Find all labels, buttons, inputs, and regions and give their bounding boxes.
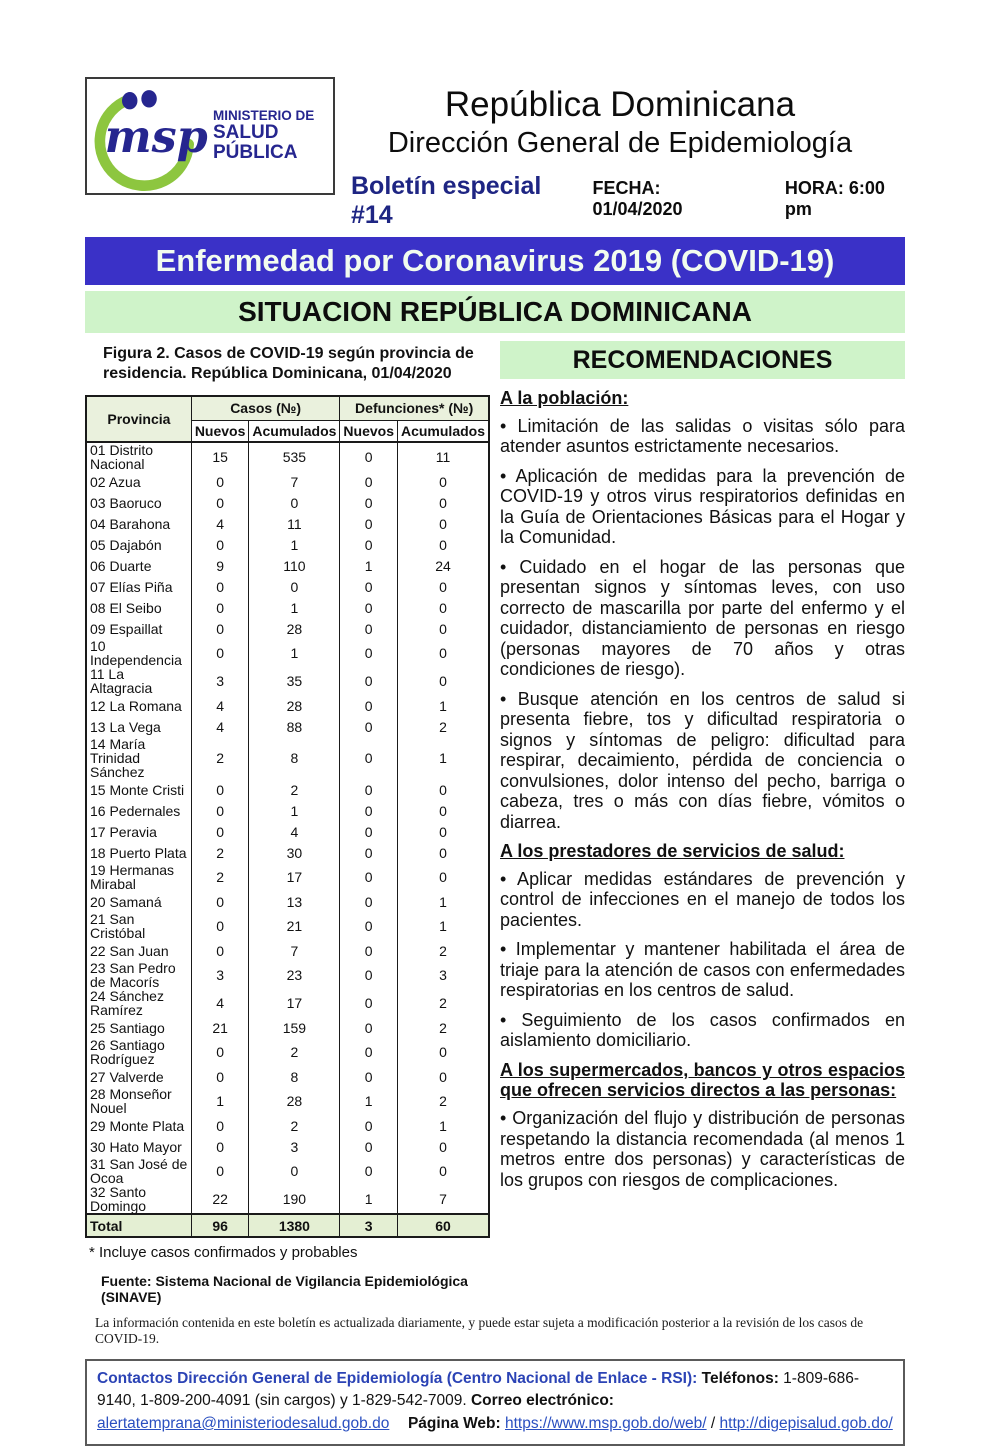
count-value: 0 [340, 821, 398, 842]
count-value: 0 [340, 639, 398, 667]
count-value: 0 [191, 1038, 249, 1066]
recommendation-bullet: • Cuidado en el hogar de las personas que presentan signos y síntomas leves, con uso correcto de mascarilla por parte del enfermo y el cuidador, distanciamiento de personas en riesgo (personas mayores de 70 años y otras condiciones de riesgo). [500, 556, 905, 680]
count-value: 0 [249, 1157, 340, 1185]
recommendation-bullet: • Implementar y mantener habilitada el área de triaje para la atención de casos con enfermedades respiratorias en los centros de salud. [500, 939, 905, 1001]
table-total-row [86, 1214, 489, 1237]
table-source: Fuente: Sistema Nacional de Vigilancia Epidemiológica (SINAVE) [101, 1273, 468, 1305]
web-label: Página Web: [407, 1414, 501, 1432]
col-header-defunciones-acumulados: Acumulados [397, 420, 489, 442]
count-value: 7 [439, 1191, 447, 1207]
count-value: 0 [340, 716, 398, 737]
province-name: 09 Espaillat [86, 618, 191, 639]
bulletin-number: Boletín especial #14 [351, 172, 542, 229]
col-header-casos-acumulados: Acumulados [249, 420, 340, 442]
count-value: 0 [439, 802, 447, 819]
count-value: 1 [191, 1087, 249, 1115]
count-value: 8 [249, 737, 340, 779]
total-cases-accumulated: 1380 [249, 1214, 340, 1237]
link-separator: / [710, 1414, 716, 1432]
count-value: 0 [340, 737, 398, 779]
province-name: 12 La Romana [86, 695, 191, 716]
col-header-provincia: Provincia [86, 396, 191, 442]
count-value: 0 [340, 576, 398, 597]
count-value: 11 [249, 513, 340, 534]
count-value: 2 [249, 1038, 340, 1066]
count-value: 0 [191, 639, 249, 667]
count-value: 0 [439, 515, 447, 532]
phones-label: Teléfonos: [701, 1370, 779, 1387]
table-row [86, 821, 489, 842]
count-value: 2 [439, 718, 447, 735]
contacts-box [85, 1359, 905, 1446]
count-value: 0 [191, 534, 249, 555]
count-value: 3 [191, 667, 249, 695]
count-value: 21 [191, 1017, 249, 1038]
col-group-casos: Casos (№) [191, 396, 340, 420]
province-name: 23 San Pedro de Macorís [86, 961, 191, 989]
recommendation-heading: A los prestadores de servicios de salud: [500, 841, 845, 862]
count-value: 0 [340, 695, 398, 716]
figure-caption: Figura 2. Casos de COVID-19 según provincia de residencia. República Dominicana, 01/04/2020 [103, 345, 474, 382]
count-value: 0 [439, 673, 447, 689]
count-value: 2 [249, 779, 340, 800]
count-value: 0 [340, 1157, 398, 1185]
province-name: 15 Monte Cristi [86, 779, 191, 800]
count-value: 0 [340, 1066, 398, 1087]
table-row [86, 1115, 489, 1136]
count-value: 15 [191, 442, 249, 471]
count-value: 13 [249, 891, 340, 912]
count-value: 30 [249, 842, 340, 863]
total-label: Total [86, 1214, 191, 1237]
time-label: HORA: 6:00 pm [784, 178, 885, 219]
province-table-body [86, 442, 489, 1214]
table-row [86, 513, 489, 534]
recommendation-heading: A la población: [500, 388, 629, 408]
count-value: 0 [340, 442, 398, 471]
table-row [86, 471, 489, 492]
count-value: 0 [191, 492, 249, 513]
count-value: 0 [340, 534, 398, 555]
province-name: 20 Samaná [86, 891, 191, 912]
count-value: 0 [340, 891, 398, 912]
province-name: 06 Duarte [86, 555, 191, 576]
province-name: 13 La Vega [86, 716, 191, 737]
count-value: 1 [249, 639, 340, 667]
count-value: 88 [249, 716, 340, 737]
count-value: 17 [249, 989, 340, 1017]
count-value: 0 [439, 1068, 447, 1085]
count-value: 0 [191, 597, 249, 618]
count-value: 0 [340, 492, 398, 513]
count-value: 0 [191, 1157, 249, 1185]
count-value: 0 [340, 1136, 398, 1157]
count-value: 1 [249, 800, 340, 821]
count-value: 1 [340, 1185, 398, 1214]
count-value: 1 [340, 1087, 398, 1115]
province-name: 19 Hermanas Mirabal [86, 863, 191, 891]
date-label: FECHA: 01/04/2020 [592, 178, 683, 219]
province-name: 29 Monte Plata [86, 1115, 191, 1136]
table-row [86, 1185, 489, 1214]
svg-text:msp: msp [104, 110, 208, 163]
table-row [86, 1017, 489, 1038]
count-value: 0 [191, 940, 249, 961]
count-value: 0 [439, 781, 447, 798]
main-title-banner [85, 237, 905, 285]
count-value: 535 [249, 442, 340, 471]
count-value: 159 [249, 1017, 340, 1038]
count-value: 1 [439, 697, 447, 714]
province-name: 22 San Juan [86, 940, 191, 961]
table-row [86, 891, 489, 912]
recommendation-bullet: • Limitación de las salidas o visitas sólo para atender asuntos estrictamente necesarios. [500, 415, 905, 457]
count-value: 4 [249, 821, 340, 842]
count-value: 22 [191, 1185, 249, 1214]
count-value: 11 [435, 449, 451, 465]
recommendation-bullet: • Aplicación de medidas para la prevención de COVID-19 y otros virus respiratorios definidas en la Guía de Orientaciones Básicas para el Hogar y la Comunidad. [500, 465, 905, 548]
situation-banner [85, 291, 905, 333]
table-row [86, 618, 489, 639]
count-value: 110 [249, 555, 340, 576]
count-value: 2 [191, 842, 249, 863]
email-label: Correo electrónico: [470, 1392, 614, 1410]
count-value: 28 [249, 1087, 340, 1115]
province-name: 21 San Cristóbal [86, 912, 191, 940]
count-value: 9 [191, 555, 249, 576]
recommendation-bullet: • Busque atención en los centros de salud si presenta fiebre, tos y dificultad respiratoria o signos y síntomas de peligro: dificultad para respirar, decaimiento, pérdida de conciencia o convulsiones, dolor intenso del pecho, barriga o cabeza, tres o más con días fiebre, vómitos o diarrea. [500, 688, 905, 832]
recommendation-bullet: • Aplicar medidas estándares de prevención y control de infecciones en el manejo de todos los pacientes. [500, 868, 905, 930]
table-row [86, 912, 489, 940]
count-value: 0 [439, 645, 447, 661]
table-row [86, 597, 489, 618]
col-group-defunciones: Defunciones* (№) [340, 396, 489, 420]
table-row [86, 989, 489, 1017]
col-header-defunciones-nuevos: Nuevos [340, 420, 398, 442]
count-value: 0 [340, 800, 398, 821]
province-name: 08 El Seibo [86, 597, 191, 618]
count-value: 0 [340, 912, 398, 940]
count-value: 0 [191, 779, 249, 800]
count-value: 1 [340, 555, 398, 576]
count-value: 0 [340, 842, 398, 863]
province-name: 28 Monseñor Nouel [86, 1087, 191, 1115]
count-value: 1 [439, 893, 447, 910]
ministry-line1: MINISTERIO DE [213, 107, 315, 123]
count-value: 2 [191, 863, 249, 891]
count-value: 2 [439, 1093, 447, 1109]
header [85, 77, 905, 230]
count-value: 17 [249, 863, 340, 891]
table-row [86, 1157, 489, 1185]
province-name: 10 Independencia [86, 639, 191, 667]
count-value: 3 [439, 967, 447, 983]
col-header-casos-nuevos: Nuevos [191, 420, 249, 442]
count-value: 0 [340, 863, 398, 891]
count-value: 0 [191, 576, 249, 597]
count-value: 0 [340, 618, 398, 639]
province-name: 11 La Altagracia [86, 667, 191, 695]
web-link-digepi[interactable]: http://digepisalud.gob.do/ [719, 1414, 893, 1432]
province-name: 17 Peravia [86, 821, 191, 842]
table-row [86, 940, 489, 961]
phones-value: 1-809-686-9140, 1-809-200-4091 (sin cargos) y 1-829-542-7009. [97, 1370, 859, 1410]
province-name: 14 María Trinidad Sánchez [86, 737, 191, 779]
count-value: 2 [191, 737, 249, 779]
count-value: 0 [439, 620, 447, 637]
table-row [86, 1038, 489, 1066]
recommendations-banner [500, 341, 905, 379]
count-value: 4 [191, 989, 249, 1017]
recommendations-body [500, 388, 905, 1190]
count-value: 0 [191, 618, 249, 639]
table-row [86, 779, 489, 800]
count-value: 0 [340, 1115, 398, 1136]
count-value: 1 [439, 1117, 447, 1134]
province-name: 18 Puerto Plata [86, 842, 191, 863]
province-name: 26 Santiago Rodríguez [86, 1038, 191, 1066]
recommendations-title: RECOMENDACIONES [572, 345, 833, 374]
province-name: 04 Barahona [86, 513, 191, 534]
count-value: 3 [249, 1136, 340, 1157]
table-row [86, 695, 489, 716]
count-value: 0 [191, 800, 249, 821]
recommendation-heading: A los supermercados, bancos y otros espacios que ofrecen servicios directos a las personas: [500, 1059, 905, 1101]
count-value: 35 [249, 667, 340, 695]
province-name: 03 Baoruco [86, 492, 191, 513]
count-value: 7 [249, 940, 340, 961]
count-value: 0 [439, 473, 447, 490]
count-value: 0 [439, 536, 447, 553]
province-name: 27 Valverde [86, 1066, 191, 1087]
table-row [86, 800, 489, 821]
count-value: 0 [191, 891, 249, 912]
count-value: 0 [439, 1163, 447, 1179]
count-value: 0 [439, 599, 447, 616]
count-value: 0 [340, 597, 398, 618]
table-row [86, 716, 489, 737]
province-name: 16 Pedernales [86, 800, 191, 821]
table-row [86, 555, 489, 576]
count-value: 190 [249, 1185, 340, 1214]
ministry-name [213, 109, 327, 163]
msp-logo-icon [93, 88, 209, 185]
table-row [86, 492, 489, 513]
count-value: 0 [340, 1038, 398, 1066]
bulletin-row [335, 172, 905, 230]
province-cases-table [85, 395, 490, 1238]
count-value: 0 [191, 471, 249, 492]
recommendations-column [500, 341, 905, 1305]
province-name: 25 Santiago [86, 1017, 191, 1038]
table-row [86, 1066, 489, 1087]
table-row [86, 667, 489, 695]
update-disclaimer: La información contenida en este boletín es actualizada diariamente, y puede estar sujeta a modificación posterior a la revisión de los casos de COVID-19. [95, 1315, 864, 1346]
count-value: 24 [435, 557, 451, 574]
count-value: 2 [439, 995, 447, 1011]
table-row [86, 737, 489, 779]
province-name: 31 San José de Ocoa [86, 1157, 191, 1185]
count-value: 0 [191, 912, 249, 940]
count-value: 0 [439, 869, 447, 885]
figure-column [85, 341, 490, 1305]
table-row [86, 1087, 489, 1115]
count-value: 8 [249, 1066, 340, 1087]
table-row [86, 576, 489, 597]
contacts-label: Contactos Dirección General de Epidemiología (Centro Nacional de Enlace - RSI): [97, 1370, 698, 1387]
count-value: 28 [249, 695, 340, 716]
table-row [86, 961, 489, 989]
count-value: 0 [340, 667, 398, 695]
province-name: 05 Dajabón [86, 534, 191, 555]
count-value: 3 [191, 961, 249, 989]
table-row [86, 863, 489, 891]
count-value: 1 [249, 597, 340, 618]
ministry-line2: SALUD PÚBLICA [213, 122, 298, 164]
province-name: 02 Azua [86, 471, 191, 492]
header-titles [335, 77, 905, 230]
recommendation-bullet: • Seguimiento de los casos confirmados en aislamiento domiciliario. [500, 1009, 905, 1051]
table-footnote: * Incluye casos confirmados y probables [89, 1244, 358, 1261]
count-value: 23 [249, 961, 340, 989]
count-value: 0 [191, 1136, 249, 1157]
count-value: 0 [340, 513, 398, 534]
count-value: 28 [249, 618, 340, 639]
count-value: 1 [439, 918, 447, 934]
count-value: 7 [249, 471, 340, 492]
province-name: 01 Distrito Nacional [86, 442, 191, 471]
count-value: 0 [439, 1044, 447, 1060]
count-value: 0 [340, 989, 398, 1017]
count-value: 0 [340, 471, 398, 492]
count-value: 2 [439, 1019, 447, 1036]
count-value: 0 [249, 576, 340, 597]
count-value: 0 [439, 1138, 447, 1155]
situation-title: SITUACION REPÚBLICA DOMINICANA [238, 296, 752, 327]
count-value: 0 [340, 1017, 398, 1038]
count-value: 0 [191, 1115, 249, 1136]
table-row [86, 1136, 489, 1157]
count-value: 2 [439, 942, 447, 959]
province-name: 07 Elías Piña [86, 576, 191, 597]
email-link[interactable]: alertatemprana@ministeriodesalud.gob.do [97, 1414, 390, 1432]
count-value: 1 [249, 534, 340, 555]
count-value: 21 [249, 912, 340, 940]
count-value: 0 [340, 940, 398, 961]
department-title: Dirección General de Epidemiología [387, 127, 853, 159]
country-title: República Dominicana [444, 85, 796, 124]
web-link-msp[interactable]: https://www.msp.gob.do/web/ [505, 1414, 707, 1432]
count-value: 0 [439, 578, 447, 595]
table-row [86, 534, 489, 555]
count-value: 2 [249, 1115, 340, 1136]
province-name: 32 Santo Domingo [86, 1185, 191, 1214]
main-title: Enfermedad por Coronavirus 2019 (COVID-19) [155, 243, 835, 278]
count-value: 0 [340, 961, 398, 989]
table-row [86, 442, 489, 471]
msp-logo-box [85, 77, 335, 195]
province-name: 30 Hato Mayor [86, 1136, 191, 1157]
count-value: 0 [191, 1066, 249, 1087]
recommendation-bullet: • Organización del flujo y distribución de personas respetando la distancia recomendada (al menos 1 metros entre dos personas) y características de los grupos con riesgos de complicaciones. [500, 1107, 905, 1190]
total-deaths-accumulated: 60 [397, 1214, 489, 1237]
total-deaths-new: 3 [340, 1214, 398, 1237]
count-value: 4 [191, 513, 249, 534]
count-value: 0 [340, 779, 398, 800]
count-value: 0 [191, 821, 249, 842]
count-value: 0 [439, 823, 447, 840]
table-group-header-row [86, 396, 489, 420]
count-value: 0 [439, 844, 447, 861]
table-row [86, 842, 489, 863]
count-value: 0 [439, 494, 447, 511]
province-name: 24 Sánchez Ramírez [86, 989, 191, 1017]
table-row [86, 639, 489, 667]
count-value: 4 [191, 716, 249, 737]
count-value: 0 [249, 492, 340, 513]
count-value: 4 [191, 695, 249, 716]
total-cases-new: 96 [191, 1214, 249, 1237]
count-value: 1 [439, 750, 447, 766]
